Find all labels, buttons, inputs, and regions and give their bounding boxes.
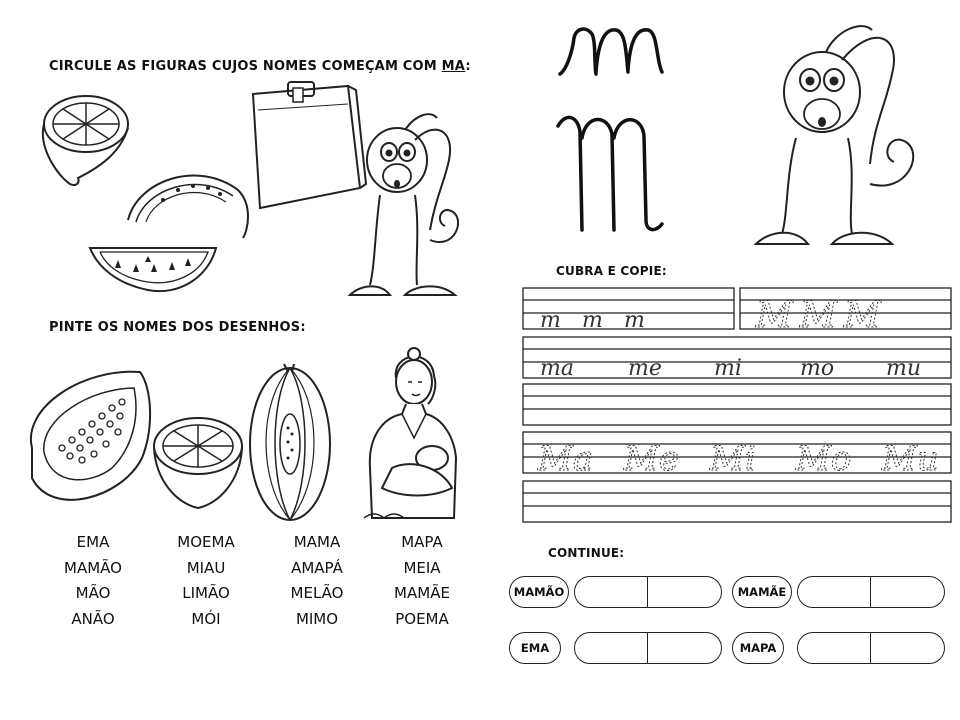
trace-m-2[interactable]: m [582, 308, 604, 333]
word[interactable]: MELÃO [290, 584, 344, 602]
word[interactable]: MAMÃO [64, 558, 122, 577]
trace-Ma[interactable]: Ma [538, 439, 594, 479]
circle-heading-syllable: MA [441, 59, 466, 74]
cover-copy-heading: CUBRA E COPIE: [556, 264, 667, 278]
word[interactable]: ANÃO [71, 609, 115, 628]
trace-mi[interactable]: mi [714, 356, 742, 381]
word[interactable]: MAMA [293, 533, 341, 551]
trace-m-1[interactable]: m [540, 308, 562, 333]
word[interactable]: EMA [76, 533, 110, 551]
trace-Mu[interactable]: Mu [882, 439, 939, 479]
word[interactable]: AMAPÁ [291, 558, 343, 577]
trace-M-1[interactable]: M [756, 295, 793, 336]
word-label-mapa: MAPA [732, 632, 784, 664]
word[interactable]: MAPA [401, 533, 443, 551]
word[interactable]: LIMÃO [182, 584, 230, 602]
word[interactable]: MOEMA [177, 533, 235, 551]
trace-mu[interactable]: mu [886, 356, 922, 381]
word[interactable]: MAMÃE [394, 584, 450, 602]
paint-heading: PINTE OS NOMES DOS DESENHOS: [49, 320, 306, 335]
trace-mo[interactable]: mo [800, 356, 835, 381]
circle-heading-colon: : [465, 59, 471, 74]
syllable-answer-box-ema[interactable] [574, 632, 722, 664]
trace-Mi[interactable]: Mi [710, 439, 756, 479]
trace-M-3[interactable]: M [844, 295, 881, 336]
syllable-answer-box-mapa[interactable] [797, 632, 945, 664]
word-label-mamao: MAMÃO [509, 576, 569, 608]
circle-heading-text: CIRCULE AS FIGURAS CUJOS NOMES COMEÇAM COM [49, 59, 442, 74]
trace-m-3[interactable]: m [624, 308, 646, 333]
word[interactable]: MEIA [403, 558, 441, 577]
syllable-answer-box-mamao[interactable] [574, 576, 722, 608]
trace-ma[interactable]: ma [540, 356, 574, 381]
trace-Me[interactable]: Me [624, 439, 679, 479]
trace-M-2[interactable]: M [800, 295, 837, 336]
word[interactable]: MÓI [191, 609, 221, 628]
continue-heading: CONTINUE: [548, 546, 625, 560]
trace-Mo[interactable]: Mo [796, 439, 852, 479]
word[interactable]: MIMO [295, 609, 339, 628]
word[interactable]: MÃO [75, 584, 111, 602]
word[interactable]: MIAU [186, 558, 226, 577]
syllable-answer-box-mamae[interactable] [797, 576, 945, 608]
word-label-mamae: MAMÃE [732, 576, 792, 608]
trace-me[interactable]: me [628, 356, 662, 381]
word-label-ema: EMA [509, 632, 561, 664]
word[interactable]: POEMA [395, 609, 449, 628]
